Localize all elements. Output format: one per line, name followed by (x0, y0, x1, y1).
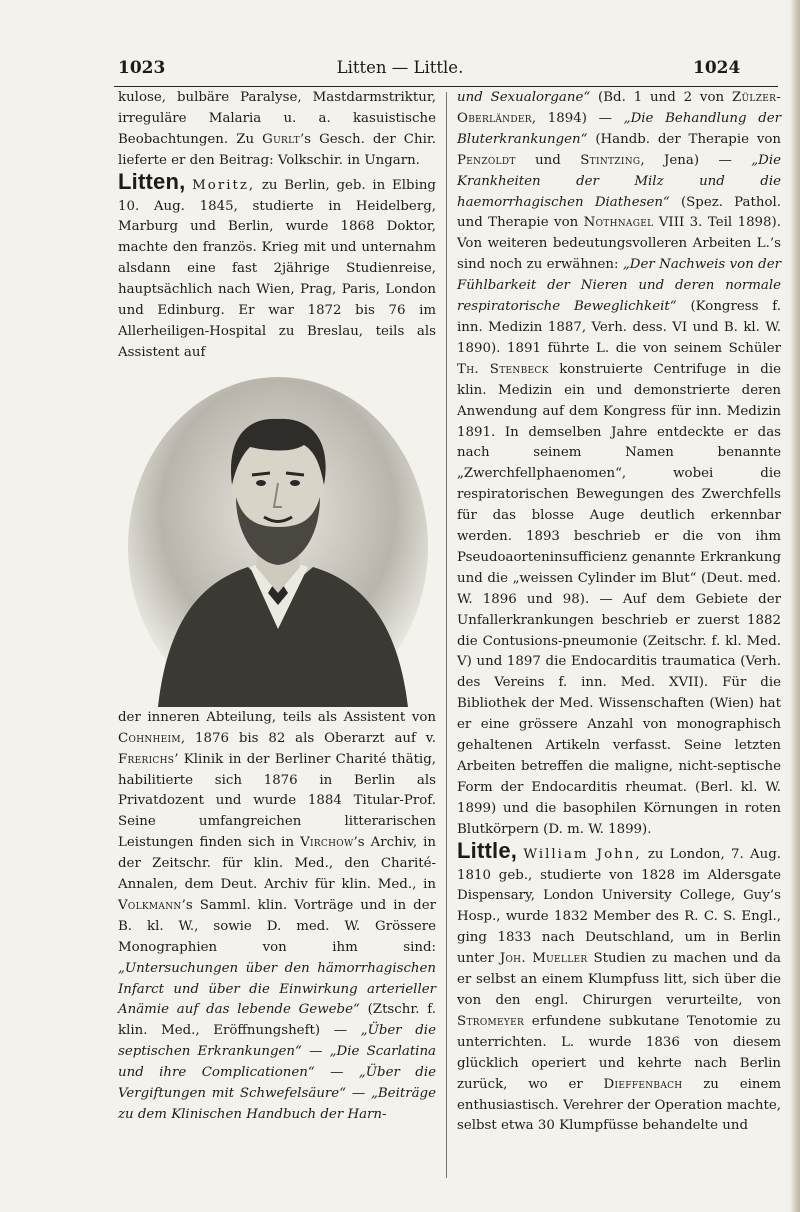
entry-little: Little, William John, zu London, 7. Aug. 1810 geb., studierte von 1828 im Aldersgate Dispensary, London University College, Guy’s Hosp., wurde 1832 Member des R. C. S. Engl., ging 1833 nach Deutschland, um in Berlin unter Joh. Mueller Studien zu machen und da er selbst an einem Klumpfuss litt, sich über die von den engl. Chirurgen verurteilte, von Stromeyer erfundene subkutane Tenotomie zu unterrichten. L. wurde 1836 von diesem glücklich operiert und kehrte nach Berlin zurück, wo er Dieffenbach zu einem enthusiastisch. Verehrer der Operation machte, selbst etwa 30 Klumpfüsse behandelte und (457, 837, 781, 1134)
page-edge-shadow (790, 0, 800, 1212)
entry-litten: Litten, Moritz, zu Berlin, geb. in Elbing 10. Aug. 1845, studierte in Heidelberg, Marburg und Berlin, wurde 1868 Doktor, machte den französ. Krieg mit und unternahm alsdann eine fast 2jährige Studienreise, hauptsächlich nach Wien, Prag, Paris, London und Edinburg. Er war 1872 bis 76 im Allerheiligen-Hospital zu Breslau, teils als Assistent auf (118, 168, 436, 360)
entry-given-name: William John, (523, 846, 642, 862)
work-title: „Beiträge zu dem Klinischen Handbuch der Harn- (118, 1086, 436, 1122)
work-title: „Untersuchungen über den hämorrhagischen Infarct und über die Einwirkung arterieller Anämie auf das lebende Gewebe“ (118, 960, 436, 1018)
running-title: Litten — Little. (336, 58, 464, 77)
person-name: Dieffenbach (603, 1076, 683, 1092)
person-name: Virchow (300, 835, 354, 851)
person-name: Gurlt (262, 131, 300, 147)
work-title: „Über die Vergiftungen mit Schwefelsäure“ (118, 1065, 436, 1102)
work-title: „Der Nachweis von der Fühlbarkeit der Nieren und deren normale respiratorische Beweglichkeit“ (457, 257, 781, 315)
person-name: Th. Stenbeck (457, 361, 549, 377)
person-name: Penzoldt (457, 152, 516, 168)
person-name: Zülzer-Oberländer (457, 90, 782, 126)
work-title: „Die Krankheiten der Milz und die haemorrhagischen Diathesen“ (457, 152, 782, 210)
person-name: Stintzing (580, 152, 641, 168)
work-title: und Sexualorgane“ (457, 90, 591, 105)
person-name: Nothnagel (583, 215, 654, 231)
entry-heading: Little, (457, 837, 518, 863)
work-title: „Die Behandlung der Bluterkrankungen“ (457, 110, 782, 147)
left-column (118, 88, 436, 1126)
work-title: „Über die septischen Erkrankungen“ (118, 1023, 436, 1060)
work-title: „Die Scarlatina und ihre Complicationen“ (118, 1044, 436, 1081)
person-name: Stromeyer (457, 1013, 525, 1029)
person-name: Frerichs (118, 751, 175, 767)
entry-litten-works: und Sexualorgane“ (Bd. 1 und 2 von Zülzer-Oberländer, 1894) — „Die Behandlung der Bluterkrankungen“ (Handb. der Therapie von Penzoldt und Stintzing, Jena) — „Die Krankheiten der Milz und die haemorrhagischen Diathesen“ (Spez. Pathol. und Therapie von Nothnagel VIII 3. Teil 1898). Von weiteren bedeutungsvolleren Arbeiten L.’s sind noch zu erwähnen: „Der Nachweis von der Fühlbarkeit der Nieren und deren normale respiratorische Beweglichkeit“ (Kongress f. inn. Medizin 1887, Verh. dess. VI und B. kl. W. 1890). 1891 führte L. die von seinem Schüler Th. Stenbeck konstruierte Centrifuge in die klin. Medizin ein und demonstrierte deren Anwendung auf dem Kongress für inn. Medizin 1891. In demselben Jahre entdeckte er das nach seinem Namen benannte „Zwerchfellphaenomen“, wobei die respiratorischen Bewegungen des Zwerchfells für das blosse Auge deutlich erkennbar werden. 1893 beschrieb er die von ihm Pseudoaorteninsufficienz genannte Erkrankung und die „weissen Cylinder im Blut“ (Deut. med. W. 1896 und 98). — Auf dem Gebiete der Unfallerkrankungen beschrieb er zuerst 1882 die Contusions-pneumonie (Zeitschr. f. kl. Med. V) und 1897 die Endocarditis traumatica (Verh. des Vereins f. inn. Med. XVII). Für die Bibliothek der Med. Wissenschaften (Wien) hat er eine grössere Anzahl von monographisch gehaltenen Artikeln verfasst. Seine letzten Arbeiten betreffen die maligne, nicht-septische Form der Endocarditis rheumat. (Berl. kl. W. 1899) und die basophilen Körnungen in roten Blutkörpern (D. m. W. 1899). (457, 90, 782, 837)
entry-heading: Litten, (118, 168, 186, 194)
column-divider (446, 92, 447, 1178)
portrait-image (118, 367, 436, 707)
entry-litten-continued: der inneren Abteilung, teils als Assistent von Cohnheim, 1876 bis 82 als Oberarzt auf v. Frerichs’ Klinik in der Berliner Charité thätig, habilitierte sich 1876 in Berlin als Privatdozent und wurde 1884 Titular-Prof. Seine umfangreichen litterarischen Leistungen finden sich in Virchow’s Archiv, in der Zeitschr. für klin. Med., den Charité-Annalen, dem Deut. Archiv für klin. Med., in Volkmann’s Samml. klin. Vorträge und in der B. kl. W., sowie D. med. W. Grössere Monographien von ihm sind: „Untersuchungen über den hämorrhagischen Infarct und über die Einwirkung arterieller Anämie auf das lebende Gewebe“ (Ztschr. f. klin. Med., Eröffnungsheft) — „Über die septischen Erkrankungen“ — „Die Scarlatina und ihre Complicationen“ — „Über die Vergiftungen mit Schwefelsäure“ — „Beiträge zu dem Klinischen Handbuch der Harn- (118, 709, 437, 1122)
entry-given-name: Moritz, (192, 177, 256, 193)
person-name: Joh. Mueller (499, 951, 588, 967)
person-name: Volkmann (118, 897, 182, 913)
person-name: Cohnheim (118, 730, 181, 746)
header-rule (114, 86, 778, 87)
left-page-number: 1023 (118, 58, 166, 78)
intro-paragraph: kulose, bulbäre Paralyse, Mastdarmstriktur, irreguläre Malaria u. a. kasuistische Beobachtungen. Zu Gurlt’s Gesch. der Chir. lieferte er den Beitrag: Volkschir. in Ungarn. (118, 90, 437, 168)
right-page-number: 1024 (693, 58, 741, 78)
right-column (457, 88, 781, 1137)
